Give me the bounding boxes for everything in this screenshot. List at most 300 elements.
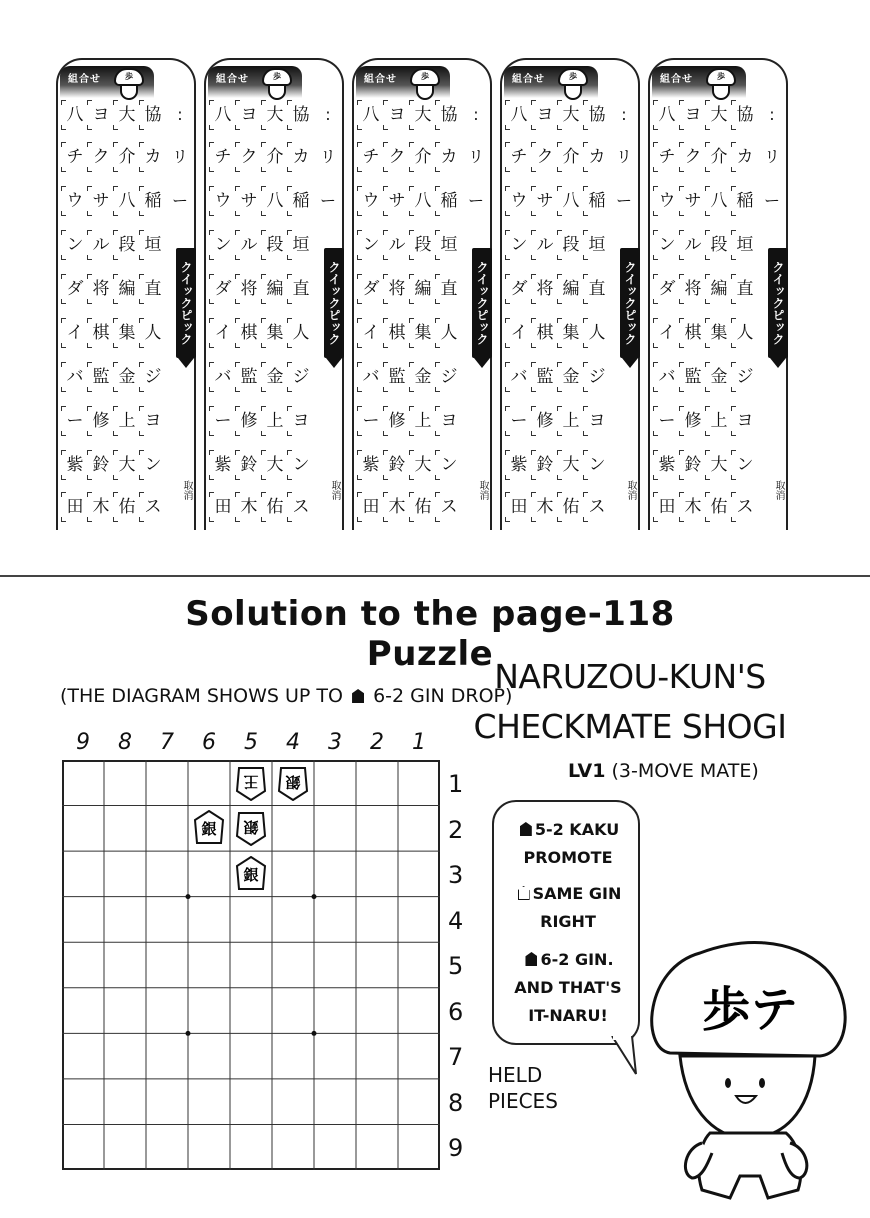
board-star-point — [186, 894, 191, 899]
mascot-badge-face — [120, 84, 138, 100]
glyph-grid — [356, 100, 456, 520]
glyph-key[interactable]: 将 — [386, 278, 408, 300]
glyph-key[interactable]: 修 — [90, 410, 112, 432]
glyph-key[interactable]: 稲 — [586, 190, 608, 212]
side-glyph-key[interactable]: : — [325, 105, 331, 124]
glyph-key[interactable]: サ — [90, 190, 112, 212]
glyph-key[interactable]: ウ — [508, 190, 530, 212]
glyph-key[interactable]: ル — [90, 234, 112, 256]
glyph-key[interactable]: カ — [142, 146, 164, 168]
glyph-key[interactable]: 垣 — [734, 234, 756, 256]
glyph-key[interactable]: 大 — [412, 104, 434, 126]
board-column-label: 2 — [370, 730, 384, 755]
glyph-key[interactable]: バ — [508, 366, 530, 388]
card-panel-header-label: 組合せ — [512, 74, 545, 85]
glyph-key[interactable]: チ — [656, 146, 678, 168]
glyph-key[interactable]: ン — [64, 234, 86, 256]
glyph-key[interactable]: 段 — [264, 234, 286, 256]
glyph-key[interactable]: ウ — [360, 190, 382, 212]
glyph-key[interactable]: ー — [360, 410, 382, 432]
side-glyph-key[interactable]: リ — [467, 147, 484, 166]
opponent-piece-icon — [235, 765, 267, 801]
glyph-key[interactable]: 集 — [264, 322, 286, 344]
glyph-key[interactable]: 棋 — [386, 322, 408, 344]
opponent-piece-icon — [277, 765, 309, 801]
glyph-key[interactable]: 垣 — [586, 234, 608, 256]
glyph-key[interactable]: 金 — [412, 366, 434, 388]
glyph-key[interactable]: イ — [212, 322, 234, 344]
board-row-label: 3 — [448, 861, 464, 890]
bubble-text-4: RIGHT — [540, 912, 596, 931]
glyph-key[interactable]: 集 — [116, 322, 138, 344]
mascot-badge-label: 歩 — [114, 68, 144, 86]
glyph-key[interactable]: ヨ — [734, 410, 756, 432]
glyph-key[interactable]: 稲 — [438, 190, 460, 212]
glyph-key[interactable]: ク — [90, 146, 112, 168]
glyph-key[interactable]: 紫 — [212, 454, 234, 476]
gote-piece-icon — [518, 886, 530, 900]
glyph-key[interactable]: ー — [212, 410, 234, 432]
glyph-key[interactable]: 監 — [90, 366, 112, 388]
glyph-key[interactable]: 八 — [412, 190, 434, 212]
glyph-key[interactable]: 金 — [264, 366, 286, 388]
card-panel — [500, 58, 640, 530]
glyph-key[interactable]: ル — [682, 234, 704, 256]
glyph-key[interactable]: バ — [64, 366, 86, 388]
glyph-key[interactable]: 垣 — [290, 234, 312, 256]
held-pieces-line1: HELD — [488, 1063, 543, 1087]
glyph-key[interactable]: 協 — [290, 104, 312, 126]
glyph-key[interactable]: バ — [212, 366, 234, 388]
board-row-label: 7 — [448, 1043, 464, 1072]
glyph-key[interactable]: 大 — [560, 454, 582, 476]
board-row-label: 2 — [448, 815, 464, 844]
glyph-key[interactable]: 鈴 — [534, 454, 556, 476]
glyph-key[interactable]: 木 — [238, 496, 260, 518]
glyph-key[interactable]: ヨ — [586, 410, 608, 432]
glyph-key[interactable]: 将 — [534, 278, 556, 300]
svg-text:銀: 銀 — [201, 820, 217, 839]
glyph-key[interactable]: ン — [508, 234, 530, 256]
side-glyph-key[interactable]: リ — [171, 147, 188, 166]
game-title-line1: NARUZOU-KUN'S — [494, 657, 766, 696]
glyph-key[interactable]: 上 — [708, 410, 730, 432]
glyph-key[interactable]: 大 — [264, 104, 286, 126]
glyph-key[interactable]: ン — [212, 234, 234, 256]
glyph-key[interactable]: ヨ — [386, 104, 408, 126]
glyph-key[interactable]: イ — [508, 322, 530, 344]
glyph-key[interactable]: 佑 — [264, 496, 286, 518]
bubble-text-2: PROMOTE — [523, 848, 613, 867]
glyph-key[interactable]: バ — [360, 366, 382, 388]
glyph-key[interactable]: 集 — [708, 322, 730, 344]
glyph-key[interactable]: ル — [386, 234, 408, 256]
glyph-key[interactable]: ダ — [64, 278, 86, 300]
glyph-key[interactable]: 修 — [386, 410, 408, 432]
player-piece-icon — [235, 856, 267, 892]
glyph-key[interactable]: 修 — [238, 410, 260, 432]
glyph-key[interactable]: チ — [360, 146, 382, 168]
glyph-key[interactable]: 垣 — [142, 234, 164, 256]
quick-pick-button[interactable]: クイックピック — [176, 248, 196, 358]
mascot-badge-label: 歩 — [410, 68, 440, 86]
glyph-key[interactable]: 修 — [534, 410, 556, 432]
bubble-move-1 — [494, 820, 642, 839]
card-panel — [648, 58, 788, 530]
board-column-label: 3 — [328, 730, 342, 755]
board-column-label: 4 — [286, 730, 300, 755]
board-column-label: 9 — [76, 730, 90, 755]
glyph-key[interactable]: ダ — [656, 278, 678, 300]
glyph-key[interactable]: 人 — [438, 322, 460, 344]
glyph-key[interactable]: 田 — [360, 496, 382, 518]
section-divider — [0, 575, 870, 577]
glyph-key[interactable]: ヨ — [90, 104, 112, 126]
glyph-key[interactable]: 八 — [64, 104, 86, 126]
glyph-key[interactable]: 監 — [534, 366, 556, 388]
board-star-point — [186, 1031, 191, 1036]
glyph-key[interactable]: 紫 — [508, 454, 530, 476]
glyph-key[interactable]: 上 — [560, 410, 582, 432]
board-star-point — [312, 1031, 317, 1036]
quick-pick-button[interactable]: クイックピック — [472, 248, 492, 358]
glyph-key[interactable]: サ — [238, 190, 260, 212]
quick-pick-button[interactable]: クイックピック — [620, 248, 640, 358]
card-panel-header — [356, 66, 450, 98]
glyph-key[interactable]: 鈴 — [238, 454, 260, 476]
board-row-label: 9 — [448, 1134, 464, 1163]
glyph-key[interactable]: 介 — [560, 146, 582, 168]
bubble-text-7: IT-NARU! — [528, 1006, 608, 1025]
glyph-key[interactable]: ン — [656, 234, 678, 256]
card-panel — [204, 58, 344, 530]
glyph-key[interactable]: 協 — [586, 104, 608, 126]
glyph-key[interactable]: 段 — [560, 234, 582, 256]
glyph-key[interactable]: イ — [360, 322, 382, 344]
glyph-key[interactable]: ジ — [438, 366, 460, 388]
glyph-key[interactable]: ー — [64, 410, 86, 432]
level-detail: (3-MOVE MATE) — [611, 760, 759, 782]
glyph-key[interactable]: ヨ — [534, 104, 556, 126]
board-column-label: 5 — [244, 730, 258, 755]
mascot-badge-label: 歩 — [558, 68, 588, 86]
glyph-key[interactable]: 佑 — [708, 496, 730, 518]
board-column-label: 8 — [118, 730, 132, 755]
level-label — [568, 760, 759, 782]
glyph-key[interactable]: 段 — [708, 234, 730, 256]
glyph-key[interactable]: 紫 — [64, 454, 86, 476]
glyph-key[interactable]: 大 — [560, 104, 582, 126]
glyph-key[interactable]: 紫 — [360, 454, 382, 476]
glyph-key[interactable]: ヨ — [238, 104, 260, 126]
cancel-button[interactable]: 取消 — [181, 480, 192, 500]
glyph-key[interactable]: 棋 — [238, 322, 260, 344]
side-glyph-key[interactable]: ー — [763, 191, 780, 210]
glyph-key[interactable]: 段 — [412, 234, 434, 256]
glyph-key[interactable]: ダ — [508, 278, 530, 300]
solution-title: Solution to the page-118 Puzzle — [185, 594, 675, 674]
glyph-key[interactable]: 田 — [508, 496, 530, 518]
svg-text:銀: 銀 — [285, 772, 301, 791]
glyph-key[interactable]: ー — [508, 410, 530, 432]
glyph-key[interactable]: 鈴 — [90, 454, 112, 476]
glyph-key[interactable]: ン — [586, 454, 608, 476]
glyph-key[interactable]: カ — [586, 146, 608, 168]
card-panel-header-label: 組合せ — [660, 74, 693, 85]
glyph-key[interactable]: 木 — [386, 496, 408, 518]
glyph-key[interactable]: 監 — [238, 366, 260, 388]
glyph-key[interactable]: 直 — [290, 278, 312, 300]
board-column-label: 6 — [202, 730, 216, 755]
glyph-key[interactable]: カ — [438, 146, 460, 168]
glyph-key[interactable]: ン — [142, 454, 164, 476]
glyph-key[interactable]: 将 — [90, 278, 112, 300]
board-column-label: 7 — [160, 730, 174, 755]
glyph-key[interactable]: ス — [734, 496, 756, 518]
glyph-key[interactable]: 段 — [116, 234, 138, 256]
glyph-key[interactable]: カ — [290, 146, 312, 168]
sente-piece-icon — [525, 952, 537, 966]
glyph-key[interactable]: 田 — [212, 496, 234, 518]
cancel-button[interactable]: 取消 — [773, 480, 784, 500]
glyph-key[interactable]: ジ — [734, 366, 756, 388]
glyph-key[interactable]: ウ — [64, 190, 86, 212]
glyph-key[interactable]: チ — [64, 146, 86, 168]
glyph-key[interactable]: 木 — [682, 496, 704, 518]
glyph-key[interactable]: 大 — [412, 454, 434, 476]
glyph-key[interactable]: 将 — [682, 278, 704, 300]
glyph-key[interactable]: 稲 — [734, 190, 756, 212]
glyph-key[interactable]: 集 — [412, 322, 434, 344]
board-column-label: 1 — [412, 730, 426, 755]
sente-piece-icon — [352, 689, 364, 703]
glyph-key[interactable]: 編 — [116, 278, 138, 300]
glyph-key[interactable]: 人 — [142, 322, 164, 344]
held-pieces-line2: PIECES — [488, 1089, 558, 1113]
glyph-key[interactable]: 大 — [264, 454, 286, 476]
board-row-label: 6 — [448, 997, 464, 1026]
glyph-key[interactable]: 田 — [64, 496, 86, 518]
glyph-key[interactable]: ク — [534, 146, 556, 168]
glyph-key[interactable]: 佑 — [560, 496, 582, 518]
glyph-key[interactable]: 田 — [656, 496, 678, 518]
svg-text:王: 王 — [243, 772, 259, 791]
glyph-key[interactable]: サ — [534, 190, 556, 212]
glyph-key[interactable]: 佑 — [412, 496, 434, 518]
glyph-key[interactable]: ー — [656, 410, 678, 432]
side-glyph-key[interactable]: ー — [171, 191, 188, 210]
glyph-key[interactable]: ウ — [656, 190, 678, 212]
diagram-caption — [60, 685, 512, 707]
glyph-key[interactable]: 大 — [116, 454, 138, 476]
glyph-key[interactable]: ダ — [360, 278, 382, 300]
glyph-key[interactable]: 八 — [560, 190, 582, 212]
glyph-key[interactable]: ヨ — [290, 410, 312, 432]
glyph-key[interactable]: ス — [438, 496, 460, 518]
glyph-key[interactable]: 八 — [116, 190, 138, 212]
glyph-key[interactable]: 木 — [90, 496, 112, 518]
card-panel-header-label: 組合せ — [68, 74, 101, 85]
glyph-key[interactable]: 人 — [734, 322, 756, 344]
glyph-key[interactable]: 八 — [212, 104, 234, 126]
board-column-labels — [60, 730, 440, 760]
bubble-text-3: SAME GIN — [532, 884, 622, 903]
glyph-key[interactable]: 協 — [142, 104, 164, 126]
glyph-key[interactable]: 上 — [412, 410, 434, 432]
side-glyph-key[interactable]: ー — [467, 191, 484, 210]
cancel-button[interactable]: 取消 — [329, 480, 340, 500]
glyph-key[interactable]: ク — [386, 146, 408, 168]
glyph-key[interactable]: 協 — [734, 104, 756, 126]
glyph-key[interactable]: 直 — [586, 278, 608, 300]
board-row-label: 4 — [448, 906, 464, 935]
glyph-key[interactable]: ウ — [212, 190, 234, 212]
glyph-key[interactable]: ン — [734, 454, 756, 476]
glyph-key[interactable]: 棋 — [534, 322, 556, 344]
glyph-key[interactable]: 直 — [142, 278, 164, 300]
glyph-key[interactable]: 上 — [264, 410, 286, 432]
glyph-key[interactable]: 金 — [116, 366, 138, 388]
side-glyph-key[interactable]: : — [473, 105, 479, 124]
glyph-key[interactable]: 編 — [708, 278, 730, 300]
glyph-key[interactable]: 上 — [116, 410, 138, 432]
glyph-key[interactable]: 修 — [682, 410, 704, 432]
glyph-key[interactable]: 集 — [560, 322, 582, 344]
bubble-text-6: AND THAT'S — [514, 978, 622, 997]
glyph-key[interactable]: 棋 — [90, 322, 112, 344]
glyph-key[interactable]: ン — [290, 454, 312, 476]
glyph-key[interactable]: 直 — [734, 278, 756, 300]
glyph-key[interactable]: ク — [682, 146, 704, 168]
glyph-key[interactable]: 垣 — [438, 234, 460, 256]
level-number: LV1 — [568, 760, 606, 782]
side-glyph-key[interactable]: : — [621, 105, 627, 124]
card-panel-header-label: 組合せ — [216, 74, 249, 85]
glyph-key[interactable]: ダ — [212, 278, 234, 300]
glyph-key[interactable]: 人 — [290, 322, 312, 344]
mascot-cap-text: 歩テ — [701, 982, 799, 1038]
quick-pick-button[interactable]: クイックピック — [768, 248, 788, 358]
glyph-grid — [60, 100, 160, 520]
side-glyph-key[interactable]: リ — [615, 147, 632, 166]
mascot-badge-icon — [114, 68, 144, 104]
glyph-key[interactable]: 八 — [656, 104, 678, 126]
side-glyph-key[interactable]: リ — [319, 147, 336, 166]
glyph-key[interactable]: バ — [656, 366, 678, 388]
side-glyph-key[interactable]: : — [177, 105, 183, 124]
glyph-key[interactable]: ク — [238, 146, 260, 168]
glyph-key[interactable]: ス — [290, 496, 312, 518]
glyph-key[interactable]: 人 — [586, 322, 608, 344]
glyph-key[interactable]: ン — [360, 234, 382, 256]
glyph-key[interactable]: 金 — [708, 366, 730, 388]
mascot-badge-icon — [410, 68, 440, 104]
mascot-badge-face — [416, 84, 434, 100]
cancel-button[interactable]: 取消 — [477, 480, 488, 500]
side-glyph-key[interactable]: ー — [615, 191, 632, 210]
glyph-key[interactable]: 紫 — [656, 454, 678, 476]
bubble-move-3 — [494, 950, 642, 969]
glyph-key[interactable]: 稲 — [290, 190, 312, 212]
side-glyph-key[interactable]: : — [769, 105, 775, 124]
bubble-text-5: 6-2 GIN. — [540, 950, 614, 969]
glyph-key[interactable]: ル — [534, 234, 556, 256]
glyph-key[interactable]: 編 — [560, 278, 582, 300]
glyph-key[interactable]: 大 — [708, 104, 730, 126]
glyph-key[interactable]: チ — [508, 146, 530, 168]
glyph-key[interactable]: 鈴 — [386, 454, 408, 476]
svg-text:銀: 銀 — [243, 865, 259, 884]
glyph-key[interactable]: 将 — [238, 278, 260, 300]
glyph-key[interactable]: 八 — [264, 190, 286, 212]
glyph-key[interactable]: 金 — [560, 366, 582, 388]
glyph-key[interactable]: ス — [142, 496, 164, 518]
board-row-label: 5 — [448, 952, 464, 981]
quick-pick-button[interactable]: クイックピック — [324, 248, 344, 358]
glyph-key[interactable]: 鈴 — [682, 454, 704, 476]
glyph-key[interactable]: ジ — [586, 366, 608, 388]
glyph-key[interactable]: 編 — [264, 278, 286, 300]
glyph-key[interactable]: サ — [682, 190, 704, 212]
bubble-move-2 — [494, 884, 642, 903]
cancel-button[interactable]: 取消 — [625, 480, 636, 500]
glyph-key[interactable]: ン — [438, 454, 460, 476]
glyph-key[interactable]: イ — [656, 322, 678, 344]
glyph-key[interactable]: 直 — [438, 278, 460, 300]
glyph-key[interactable]: チ — [212, 146, 234, 168]
card-panels — [56, 58, 801, 530]
glyph-key[interactable]: 大 — [116, 104, 138, 126]
glyph-key[interactable]: ジ — [290, 366, 312, 388]
glyph-key[interactable]: 八 — [508, 104, 530, 126]
glyph-key[interactable]: 大 — [708, 454, 730, 476]
speech-bubble — [492, 800, 640, 1045]
glyph-key[interactable]: 介 — [412, 146, 434, 168]
glyph-key[interactable]: 監 — [386, 366, 408, 388]
glyph-key[interactable]: ヨ — [438, 410, 460, 432]
glyph-key[interactable]: カ — [734, 146, 756, 168]
glyph-key[interactable]: 木 — [534, 496, 556, 518]
glyph-key[interactable]: サ — [386, 190, 408, 212]
glyph-key[interactable]: 協 — [438, 104, 460, 126]
glyph-key[interactable]: 稲 — [142, 190, 164, 212]
glyph-key[interactable]: イ — [64, 322, 86, 344]
glyph-key[interactable]: 佑 — [116, 496, 138, 518]
side-glyph-key[interactable]: リ — [763, 147, 780, 166]
glyph-key[interactable]: 棋 — [682, 322, 704, 344]
svg-text:銀: 銀 — [243, 818, 259, 837]
speech-bubble-tail — [610, 1036, 640, 1076]
glyph-key[interactable]: 介 — [708, 146, 730, 168]
glyph-key[interactable]: 八 — [708, 190, 730, 212]
board-star-point — [312, 894, 317, 899]
glyph-key[interactable]: 監 — [682, 366, 704, 388]
glyph-key[interactable]: ス — [586, 496, 608, 518]
glyph-key[interactable]: ヨ — [682, 104, 704, 126]
mascot-badge-icon — [558, 68, 588, 104]
glyph-key[interactable]: ル — [238, 234, 260, 256]
glyph-grid — [208, 100, 308, 520]
glyph-key[interactable]: 編 — [412, 278, 434, 300]
side-glyph-key[interactable]: ー — [319, 191, 336, 210]
glyph-key[interactable]: 八 — [360, 104, 382, 126]
glyph-key[interactable]: 介 — [264, 146, 286, 168]
diagram-caption-end: 6-2 GIN DROP) — [373, 685, 513, 707]
glyph-key[interactable]: ジ — [142, 366, 164, 388]
glyph-key[interactable]: 介 — [116, 146, 138, 168]
card-panel-header-label: 組合せ — [364, 74, 397, 85]
glyph-key[interactable]: ヨ — [142, 410, 164, 432]
